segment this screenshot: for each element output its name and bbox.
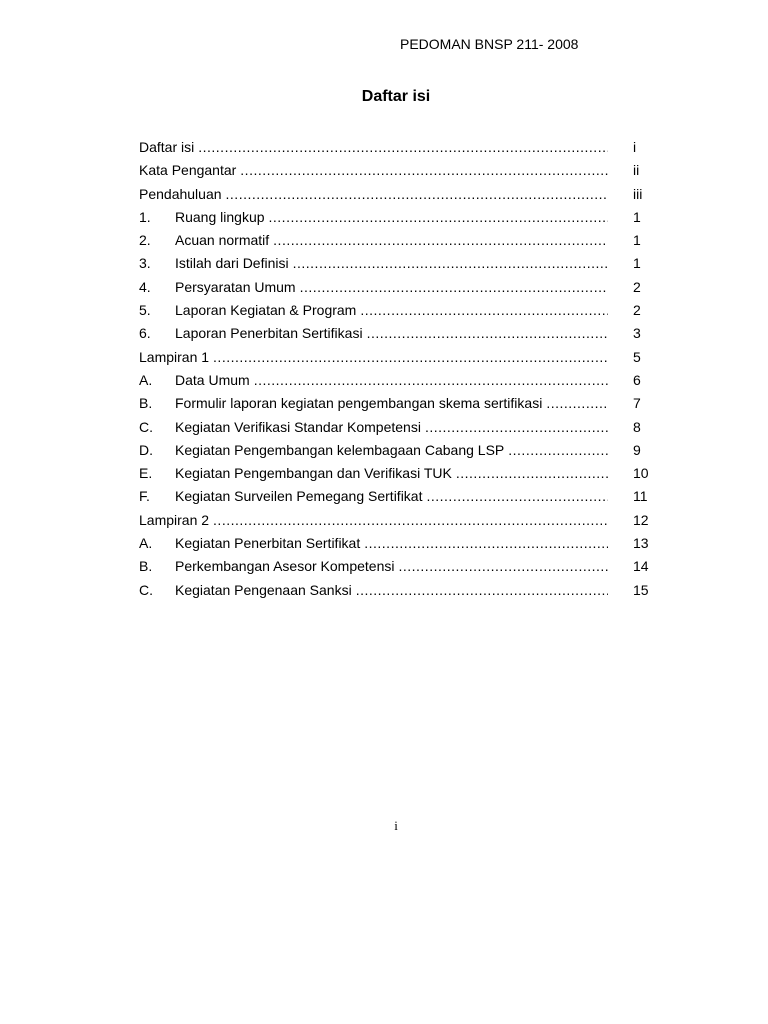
toc-entry-page: 15 <box>633 581 649 598</box>
toc-entry-title: Lampiran 2 <box>139 511 210 528</box>
toc-entry-page: 13 <box>633 535 649 552</box>
toc-entry-label <box>139 558 608 574</box>
toc-entry-page: 6 <box>633 371 641 388</box>
toc-entry-page: 2 <box>633 278 641 295</box>
toc-entry-title: Laporan Penerbitan Sertifikasi <box>175 325 363 342</box>
toc-entry-page: 9 <box>633 441 641 458</box>
toc-dot-leader <box>213 512 608 528</box>
toc-entry <box>139 279 659 302</box>
toc-entry <box>139 186 659 209</box>
toc-entry-number: 4. <box>139 278 151 295</box>
toc-entry-page: 1 <box>633 208 641 225</box>
toc-entry-label <box>139 279 608 295</box>
toc-entry-title: Kegiatan Penerbitan Sertifikat <box>175 535 361 552</box>
toc-entry <box>139 372 659 395</box>
toc-entry-number: 5. <box>139 302 151 319</box>
toc-entry-title: Daftar isi <box>139 139 195 155</box>
toc-entry-number: C. <box>139 581 153 598</box>
toc-entry-label <box>139 442 608 458</box>
toc-dot-leader <box>364 535 608 551</box>
toc-entry-page: 5 <box>633 348 641 365</box>
toc-entry-label <box>139 465 608 481</box>
toc-entry <box>139 349 659 372</box>
toc-entry <box>139 255 659 278</box>
toc-entry-label <box>139 395 608 411</box>
toc-entry-page: 2 <box>633 302 641 319</box>
toc-dot-leader <box>456 465 608 481</box>
toc-entry-label <box>139 349 608 365</box>
toc-entry-title: Perkembangan Asesor Kompetensi <box>175 558 395 575</box>
toc-entry-title: Kegiatan Surveilen Pemegang Sertifikat <box>175 488 423 505</box>
toc-entry <box>139 465 659 488</box>
toc-entry-page: 11 <box>633 488 648 505</box>
toc-entry-title: Istilah dari Definisi <box>175 255 289 272</box>
toc-entry-page: 12 <box>633 511 649 528</box>
toc-entry-page: 8 <box>633 418 641 435</box>
toc-dot-leader <box>226 186 608 202</box>
toc-dot-leader <box>254 372 608 388</box>
toc-entry <box>139 302 659 325</box>
toc-entry-label <box>139 325 608 341</box>
toc-entry-title: Laporan Kegiatan & Program <box>175 302 357 319</box>
toc-entry-page: i <box>633 139 637 155</box>
toc-dot-leader <box>293 255 608 271</box>
toc-entry <box>139 395 659 418</box>
toc-entry-label <box>139 488 608 504</box>
toc-entry-title: Kata Pengantar <box>139 162 237 179</box>
toc-entry <box>139 139 659 162</box>
toc-entry <box>139 162 659 185</box>
toc-dot-leader <box>425 419 608 435</box>
toc-dot-leader <box>269 209 608 225</box>
toc-entry-label <box>139 302 608 318</box>
toc-entry-page: ii <box>633 162 640 179</box>
toc-entry <box>139 232 659 255</box>
toc-entry <box>139 325 659 348</box>
toc-dot-leader <box>300 279 608 295</box>
toc-entry-title: Kegiatan Pengembangan dan Verifikasi TUK <box>175 465 452 482</box>
toc-entry-number: 1. <box>139 208 151 225</box>
toc-dot-leader <box>508 442 608 458</box>
toc-entry-label <box>139 372 608 388</box>
toc-entry-title: Kegiatan Pengembangan kelembagaan Cabang LSP <box>175 441 505 458</box>
toc-dot-leader <box>367 325 608 341</box>
toc-entry-number: A. <box>139 535 153 552</box>
toc-entry <box>139 209 659 232</box>
toc-entry-number: F. <box>139 488 150 505</box>
toc-entry-page: 1 <box>633 255 641 272</box>
toc-entry-page: 3 <box>633 325 641 342</box>
toc-entry-number: A. <box>139 371 153 388</box>
toc-entry <box>139 558 659 581</box>
toc-entry-label <box>139 419 608 435</box>
toc-entry-title: Acuan normatif <box>175 232 270 249</box>
toc-entry-title: Kegiatan Pengenaan Sanksi <box>175 581 352 598</box>
page-title: Daftar isi <box>361 88 431 105</box>
toc-entry-label <box>139 139 608 155</box>
toc-entry-number: 3. <box>139 255 151 272</box>
toc-entry-title: Persyaratan Umum <box>175 278 296 295</box>
toc-entry <box>139 488 659 511</box>
toc-dot-leader <box>198 139 608 155</box>
toc-entry <box>139 442 659 465</box>
toc-dot-leader <box>240 162 608 178</box>
toc-dot-leader <box>426 488 608 504</box>
toc-dot-leader <box>398 558 608 574</box>
toc-entry-label <box>139 186 608 202</box>
toc-entry <box>139 582 659 605</box>
toc-entry-number: C. <box>139 418 153 435</box>
toc-entry-page: 1 <box>633 232 641 249</box>
toc-entry-label <box>139 535 608 551</box>
document-code: PEDOMAN BNSP 211- 2008 <box>400 36 579 52</box>
toc-entry-label <box>139 255 608 271</box>
toc-entry-page: 7 <box>633 395 641 412</box>
toc-entry-number: 2. <box>139 232 151 249</box>
toc-entry-label <box>139 582 608 598</box>
toc-dot-leader <box>273 232 608 248</box>
toc-entry-label <box>139 162 608 178</box>
toc-entry-title: Kegiatan Verifikasi Standar Kompetensi <box>175 418 421 435</box>
toc-entry-number: E. <box>139 465 153 482</box>
toc-entry <box>139 419 659 442</box>
toc-entry-label <box>139 232 608 248</box>
toc-entry-number: D. <box>139 441 153 458</box>
toc-entry-title: Ruang lingkup <box>175 208 265 225</box>
toc-dot-leader <box>546 395 608 411</box>
toc-dot-leader <box>356 582 608 598</box>
toc-dot-leader <box>360 302 608 318</box>
toc-entry-label <box>139 512 608 528</box>
toc-entry-title: Formulir laporan kegiatan pengembangan skema sertifikasi <box>175 395 543 412</box>
toc-entry <box>139 512 659 535</box>
toc-entry-number: 6. <box>139 325 151 342</box>
page-number: i <box>394 818 398 833</box>
toc-entry-page: 10 <box>633 465 649 482</box>
table-of-contents <box>139 139 659 605</box>
toc-entry-number: B. <box>139 558 153 575</box>
toc-entry-title: Data Umum <box>175 371 250 388</box>
toc-dot-leader <box>213 349 608 365</box>
toc-entry-number: B. <box>139 395 153 412</box>
toc-entry-label <box>139 209 608 225</box>
toc-entry-title: Lampiran 1 <box>139 348 210 365</box>
toc-entry-page: iii <box>633 185 643 202</box>
toc-entry <box>139 535 659 558</box>
toc-entry-title: Pendahuluan <box>139 185 222 202</box>
toc-entry-page: 14 <box>633 558 649 575</box>
